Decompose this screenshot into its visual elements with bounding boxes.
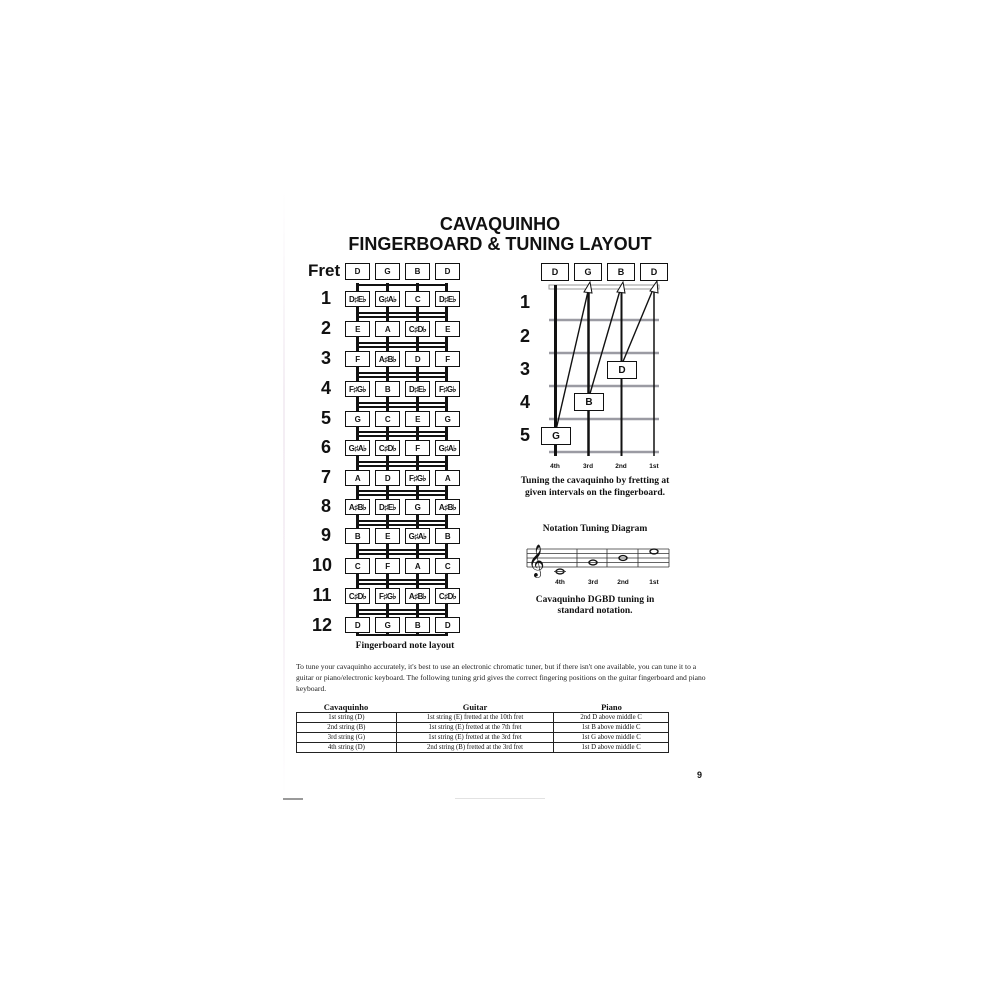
note-box: D♯E♭ — [375, 499, 400, 515]
notation-string-label: 3rd — [587, 579, 599, 586]
fretted-note-g: G — [541, 427, 571, 445]
fret-label: Fret — [308, 261, 341, 280]
note-box: A — [345, 470, 370, 486]
fret-number: 12 — [311, 615, 333, 635]
tuning-fret-number: 2 — [519, 326, 530, 346]
tuning-open-string-1: D — [640, 263, 668, 281]
note-box: B — [435, 528, 460, 544]
note-box: F♯G♭ — [435, 381, 460, 397]
tuning-caption-line2: given intervals on the fingerboard. — [524, 488, 666, 498]
note-box: G♯A♭ — [375, 291, 400, 307]
note-box: G — [435, 411, 460, 427]
note-box: C — [435, 558, 460, 574]
note-box: G♯A♭ — [405, 528, 430, 544]
note-box: F — [435, 351, 460, 367]
note-box: F♯G♭ — [375, 588, 400, 604]
string-label: 2nd — [615, 463, 627, 470]
note-box: G♯A♭ — [345, 440, 370, 456]
table-cell: 1st string (E) fretted at the 10th fret — [396, 713, 554, 723]
note-box: D♯E♭ — [345, 291, 370, 307]
tuning-open-string-3: G — [574, 263, 602, 281]
table-header-guitar: Guitar — [462, 702, 488, 712]
table-cell: 1st string (E) fretted at the 3rd fret — [396, 733, 554, 743]
fret-number: 1 — [320, 288, 331, 308]
page-number: 9 — [697, 770, 703, 780]
fret-number: 10 — [311, 555, 333, 575]
note-box: C♯D♭ — [375, 440, 400, 456]
tuning-fret-number: 3 — [519, 359, 530, 379]
table-cell: 1st D above middle C — [554, 743, 669, 753]
note-box: C♯D♭ — [435, 588, 460, 604]
notation-string-label: 2nd — [617, 579, 629, 586]
open-string-2: B — [405, 263, 430, 280]
note-box: E — [345, 321, 370, 337]
tuning-caption-line1: Tuning the cavaquinho by fretting at — [520, 476, 670, 486]
note-box: A — [375, 321, 400, 337]
tuning-fret-number: 5 — [519, 425, 530, 445]
string-label: 3rd — [582, 463, 594, 470]
fretted-note-b: B — [574, 393, 604, 411]
note-box: D♯E♭ — [405, 381, 430, 397]
open-string-1: D — [435, 263, 460, 280]
note-box: A♯B♭ — [375, 351, 400, 367]
fretted-note-d: D — [607, 361, 637, 379]
table-row — [297, 743, 669, 753]
note-box: B — [345, 528, 370, 544]
note-box: G — [405, 499, 430, 515]
note-box: D — [375, 470, 400, 486]
table-cell: 4th string (D) — [297, 743, 397, 753]
open-string-4: D — [345, 263, 370, 280]
notation-string-label: 4th — [555, 579, 565, 586]
note-box: G — [375, 617, 400, 633]
notation-caption-line2: standard notation. — [557, 606, 633, 616]
intro-paragraph: To tune your cavaquinho accurately, it's best to use an electronic chromatic tuner, but if there isn't one available, you can tune it to a guitar or piano/electronic keyboard. The following tuning grid gives the correct fingering positions on the guitar fingerboard and piano keyboard. — [296, 662, 706, 693]
fret-number: 11 — [312, 585, 332, 605]
note-box: E — [435, 321, 460, 337]
note-box: A♯B♭ — [345, 499, 370, 515]
notation-string-label: 1st — [649, 579, 659, 586]
fret-number: 3 — [320, 348, 331, 368]
note-box: A — [405, 558, 430, 574]
note-box: D♯E♭ — [435, 291, 460, 307]
note-box: B — [375, 381, 400, 397]
table-header-cavaquinho: Cavaquinho — [323, 702, 369, 712]
string-label: 4th — [550, 463, 560, 470]
note-box: A♯B♭ — [405, 588, 430, 604]
note-box: F — [345, 351, 370, 367]
table-row — [297, 713, 669, 723]
note-box: C — [345, 558, 370, 574]
note-box: B — [405, 617, 430, 633]
note-box: F♯G♭ — [405, 470, 430, 486]
note-box: F♯G♭ — [345, 381, 370, 397]
fret-number: 8 — [320, 496, 331, 516]
table-row — [297, 723, 669, 733]
notation-title: Notation Tuning Diagram — [542, 524, 648, 534]
note-box: G♯A♭ — [435, 440, 460, 456]
note-box: C — [405, 291, 430, 307]
fret-number: 6 — [320, 437, 331, 457]
note-box: C♯D♭ — [345, 588, 370, 604]
table-cell: 2nd string (B) fretted at the 3rd fret — [396, 743, 554, 753]
table-cell: 2nd D above middle C — [554, 713, 669, 723]
note-box: C♯D♭ — [405, 321, 430, 337]
open-string-3: G — [375, 263, 400, 280]
note-box: D — [435, 617, 460, 633]
fret-number: 4 — [320, 378, 331, 398]
treble-clef-icon: 𝄞 — [528, 544, 545, 577]
note-box: G — [345, 411, 370, 427]
table-cell: 1st string (D) — [297, 713, 397, 723]
tuning-open-string-4: D — [541, 263, 569, 281]
fret-number: 7 — [320, 467, 331, 487]
note-box: D — [345, 617, 370, 633]
note-box: E — [405, 411, 430, 427]
string-label: 1st — [649, 463, 659, 470]
page-title: CAVAQUINHO — [439, 214, 561, 234]
fingerboard-caption: Fingerboard note layout — [355, 641, 455, 651]
tuning-fret-number: 4 — [519, 392, 530, 412]
note-box: A — [435, 470, 460, 486]
table-header-piano: Piano — [601, 702, 622, 712]
note-box: E — [375, 528, 400, 544]
fret-number: 2 — [320, 318, 331, 338]
tuning-open-string-2: B — [607, 263, 635, 281]
table-cell: 2nd string (B) — [297, 723, 397, 733]
table-cell: 3rd string (G) — [297, 733, 397, 743]
table-cell: 1st B above middle C — [554, 723, 669, 733]
page-subtitle: FINGERBOARD & TUNING LAYOUT — [348, 234, 652, 254]
fret-number: 9 — [320, 525, 331, 545]
note-box: F — [375, 558, 400, 574]
note-box: C — [375, 411, 400, 427]
notation-caption-line1: Cavaquinho DGBD tuning in — [535, 595, 655, 605]
table-row — [297, 733, 669, 743]
note-box: F — [405, 440, 430, 456]
tuning-fret-number: 1 — [519, 292, 530, 312]
note-box: A♯B♭ — [435, 499, 460, 515]
note-box: D — [405, 351, 430, 367]
fret-number: 5 — [320, 408, 331, 428]
table-cell: 1st G above middle C — [554, 733, 669, 743]
table-cell: 1st string (E) fretted at the 7th fret — [396, 723, 554, 733]
